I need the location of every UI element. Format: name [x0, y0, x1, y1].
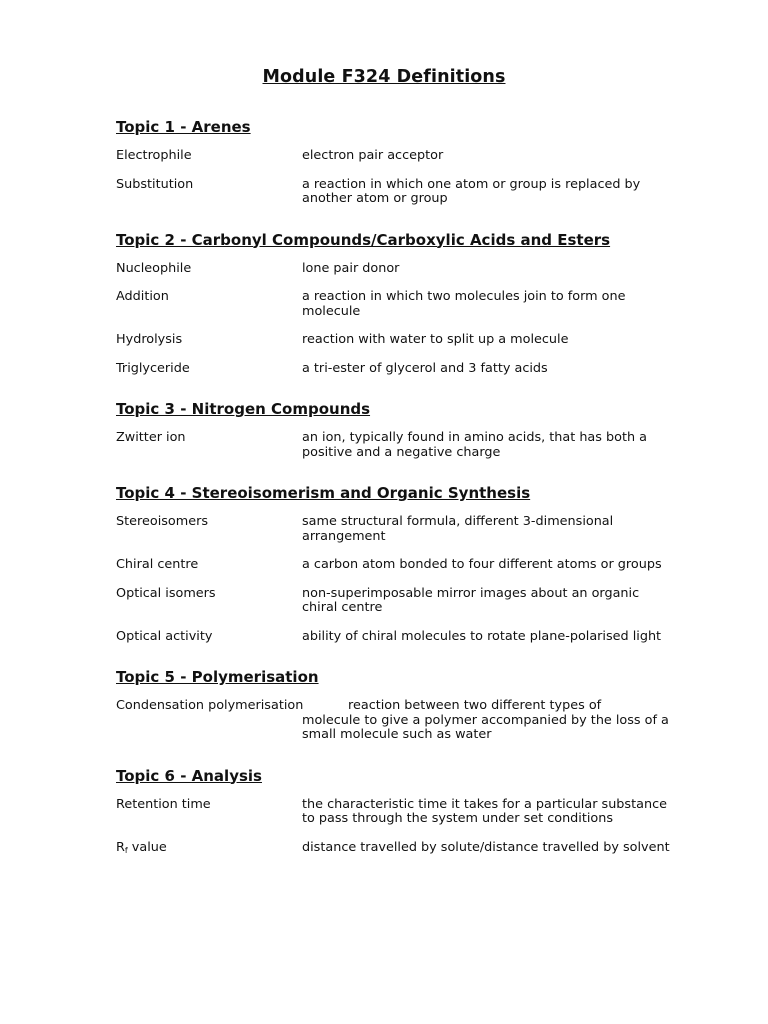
- definition-row: [116, 290, 676, 319]
- definition: reaction with water to split up a molecule: [302, 332, 569, 347]
- term: Retention time: [116, 796, 211, 812]
- definition-continuation: molecule to give a polymer accompanied by the loss of a small molecule such as water: [302, 712, 669, 742]
- definition: distance travelled by solute/distance travelled by solvent: [302, 839, 670, 855]
- term-main: R: [116, 839, 125, 855]
- definition: a reaction in which two molecules join to form one molecule: [302, 289, 626, 319]
- topic-heading: Topic 6 - Analysis: [116, 766, 262, 785]
- document-title: Module F324 Definitions: [262, 67, 506, 87]
- definition: same structural formula, different 3-dimensional arrangement: [302, 514, 614, 544]
- term: [116, 841, 302, 859]
- term-subscript: f: [124, 845, 128, 855]
- definition: electron pair acceptor: [302, 148, 444, 163]
- definition-row: [116, 333, 676, 348]
- definition: an ion, typically found in amino acids, that has both a positive and a negative charge: [302, 430, 647, 460]
- term: Zwitter ion: [116, 430, 186, 445]
- topic-heading: Topic 2 - Carbonyl Compounds/Carboxylic Acids and Esters: [116, 230, 611, 249]
- definition-row: [116, 362, 676, 377]
- term: Electrophile: [116, 148, 192, 163]
- definition-row: [116, 699, 676, 743]
- definition: a reaction in which one atom or group is replaced by another atom or group: [302, 176, 641, 206]
- definition: a tri-ester of glycerol and 3 fatty acids: [302, 360, 548, 376]
- definition-row: [116, 630, 676, 645]
- term: Chiral centre: [116, 557, 199, 572]
- definition-row: [116, 558, 676, 573]
- definition-row: [116, 798, 676, 827]
- definition: a carbon atom bonded to four different atoms or groups: [302, 557, 662, 572]
- definitions-content: [116, 118, 676, 872]
- topic-heading: Topic 5 - Polymerisation: [116, 668, 319, 686]
- definition-row: [116, 149, 676, 164]
- definition-first-line: reaction between two different types of: [348, 698, 602, 713]
- definition-row: [116, 515, 676, 544]
- definition-row: [116, 841, 676, 859]
- term: Nucleophile: [116, 260, 192, 276]
- topic-heading: Topic 1 - Arenes: [116, 118, 251, 136]
- term: Optical isomers: [116, 585, 216, 601]
- term-tail: value: [127, 839, 167, 855]
- term: Substitution: [116, 176, 194, 192]
- definition-row: [116, 262, 676, 277]
- term: Addition: [116, 289, 169, 304]
- term: Stereoisomers: [116, 514, 209, 529]
- definition-row: [116, 178, 676, 207]
- topic-heading: Topic 3 - Nitrogen Compounds: [116, 400, 371, 418]
- definition: non-superimposable mirror images about an organic chiral centre: [302, 585, 640, 615]
- topic-heading: Topic 4 - Stereoisomerism and Organic Synthesis: [116, 484, 531, 502]
- term: Triglyceride: [116, 360, 190, 376]
- definition: lone pair donor: [302, 260, 400, 276]
- term: Optical activity: [116, 628, 213, 644]
- term: Hydrolysis: [116, 332, 183, 347]
- definition-row: [116, 587, 676, 616]
- definition: the characteristic time it takes for a particular substance to pass through the system under set conditions: [302, 796, 667, 826]
- definition: ability of chiral molecules to rotate plane-polarised light: [302, 628, 662, 644]
- definition-row: [116, 431, 676, 460]
- term: Condensation polymerisation: [116, 698, 304, 713]
